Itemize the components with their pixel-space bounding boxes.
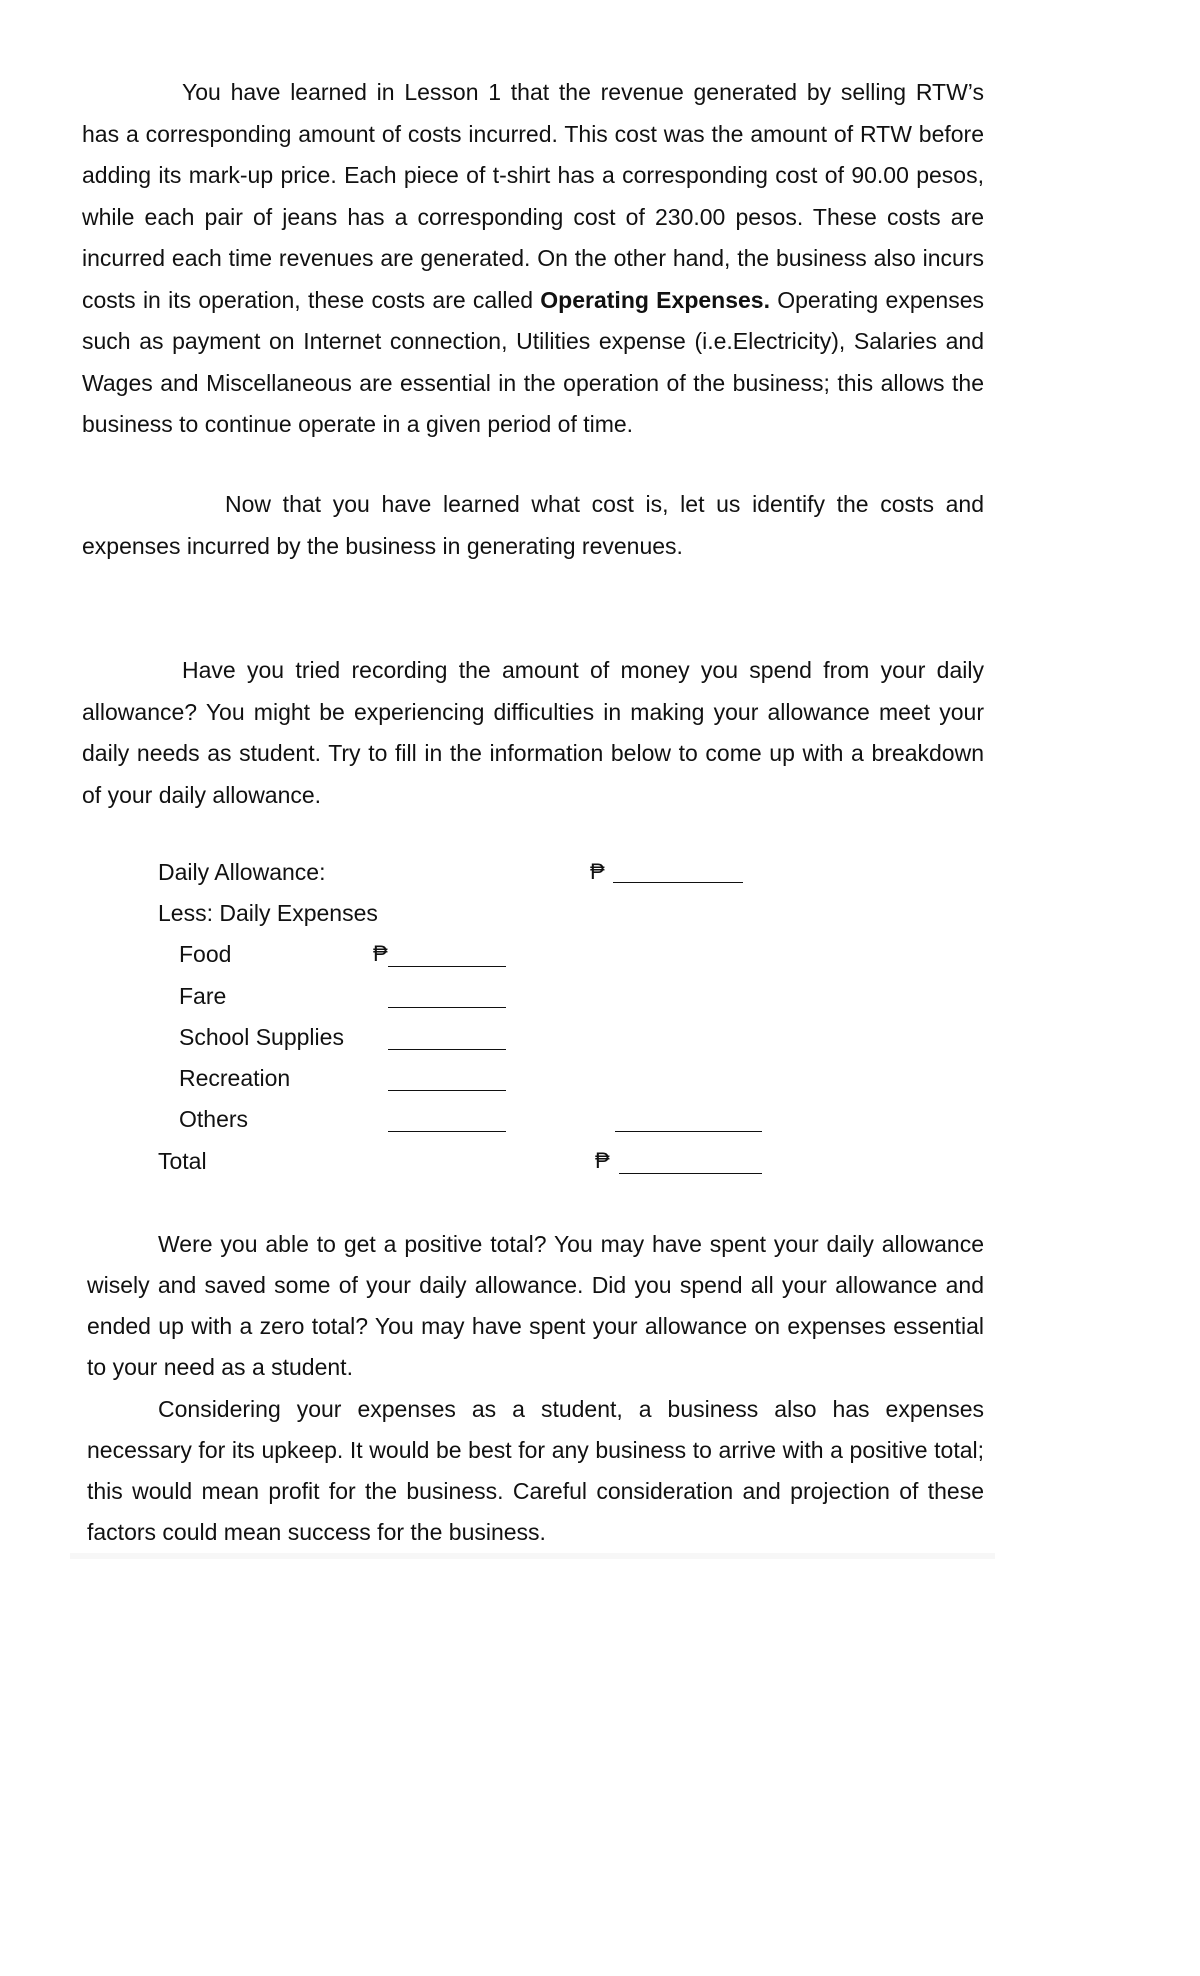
recreation-blank[interactable] xyxy=(388,1090,506,1091)
daily-allowance-label: Daily Allowance: xyxy=(158,859,326,885)
allowance-question-text: Have you tried recording the amount of money you spend from your daily allowance? You might be experiencing difficulties in making your allowance meet your daily needs as student. Try to fill in the information below to come up with a breakdown of your daily allowance. xyxy=(82,657,984,808)
total-label: Total xyxy=(158,1148,207,1174)
peso-sign-allowance: ₱ xyxy=(590,859,605,884)
expense-item-school-supplies: School Supplies xyxy=(179,1024,344,1050)
school-supplies-blank[interactable] xyxy=(388,1049,506,1050)
others-blank[interactable] xyxy=(388,1131,506,1132)
operating-expenses-term: Operating Expenses. xyxy=(540,286,770,313)
expense-item-food: Food xyxy=(179,941,232,967)
expenses-subtotal-blank[interactable] xyxy=(615,1131,762,1132)
expense-item-others: Others xyxy=(179,1106,249,1132)
expense-item-recreation: Recreation xyxy=(179,1065,291,1091)
total-blank[interactable] xyxy=(619,1173,762,1174)
peso-sign-food: ₱ xyxy=(373,941,388,966)
cost-transition-text: Now that you have learned what cost is, let us identify the costs and expenses incurred by the business in generating revenues. xyxy=(82,491,984,559)
less-daily-expenses-label: Less: Daily Expenses xyxy=(158,900,378,926)
food-blank[interactable] xyxy=(388,966,506,967)
business-expense-text: Considering your expenses as a student, a business also has expenses necessary for its upkeep. It would be best for any business to arrive with a positive total; this would mean profit for the business. Careful consideration and projection of these factors could mean success for the business. xyxy=(87,1396,984,1545)
reflection-text: Were you able to get a positive total? You may have spent your daily allowance wisely and saved some of your daily allowance. Did you spend all your allowance and ended up with a zero total? You may have spent your allowance on expenses essential to your need as a student. xyxy=(87,1231,984,1380)
peso-sign-total: ₱ xyxy=(595,1148,610,1173)
business-expense-paragraph xyxy=(87,1389,984,1553)
fare-blank[interactable] xyxy=(388,1007,506,1008)
page-divider xyxy=(70,1553,995,1559)
daily-allowance-blank[interactable] xyxy=(613,882,743,883)
intro-text-end: Operating expenses such as payment on Internet connection, Utilities expense (i.e.Electricity), Salaries and Wages and Miscellaneous are essential in the operation of the business; this allows the business to continue operate in a given period of time. xyxy=(82,286,984,437)
intro-text-start: You have learned in Lesson 1 that the revenue generated by selling RTW’s has a corresponding amount of costs incurred. This cost was the amount of RTW before adding its mark-up price. Each piece of t-shirt has a corresponding cost of 90.00 pesos, while each pair of jeans has a corresponding cost of 230.00 pesos. These costs are incurred each time revenues are generated. On the other hand, the business also incurs costs in its operation, these costs are called xyxy=(82,79,984,313)
reflection-paragraph xyxy=(87,1224,984,1388)
expense-item-fare: Fare xyxy=(179,983,227,1009)
